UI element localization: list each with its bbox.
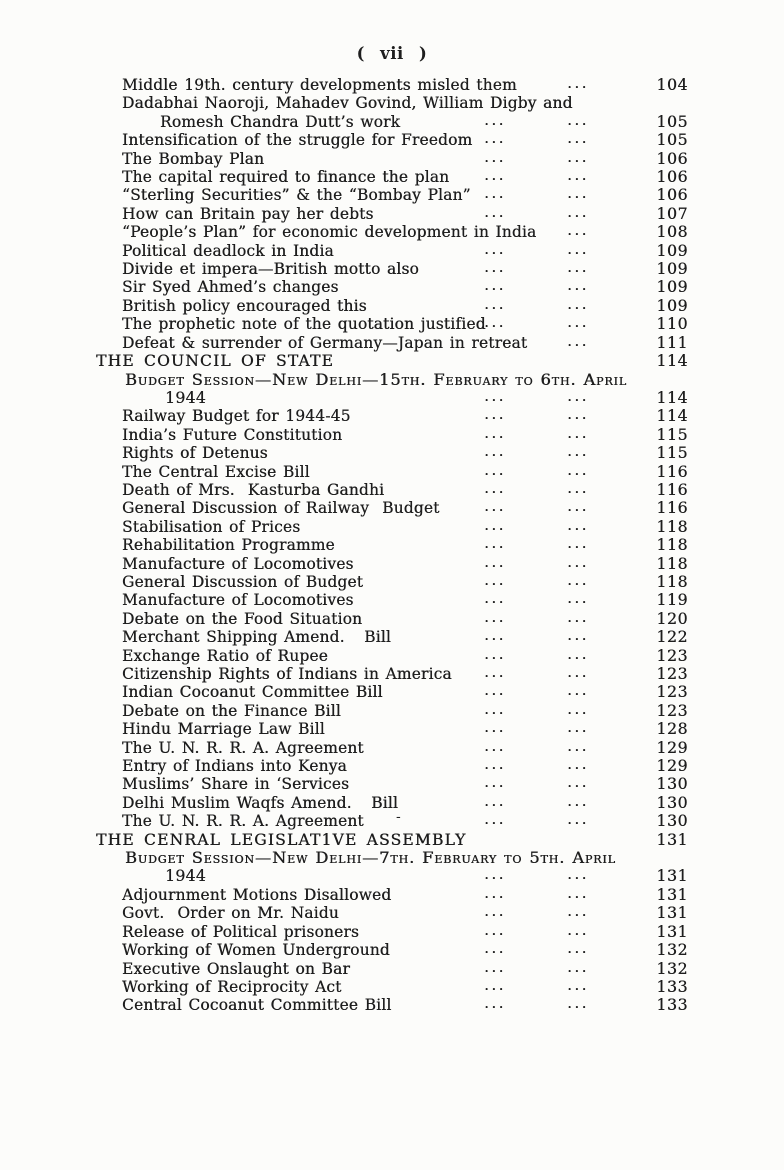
toc-entry-label: Executive Onslaught on Bar xyxy=(122,959,350,978)
leader-dots: ... xyxy=(567,294,589,313)
toc-row xyxy=(0,223,784,241)
toc-row xyxy=(0,239,784,260)
toc-entry-label: Working of Women Underground xyxy=(122,941,390,960)
toc-entry-label: The U. N. R. R. A. Agreement xyxy=(122,812,364,831)
toc-entry-label: India’s Future Constitution xyxy=(122,425,343,444)
leader-dots: ... xyxy=(567,975,589,994)
leader-dots: ... xyxy=(567,129,589,148)
leader-dots: ... xyxy=(567,736,589,755)
page-number: 106 xyxy=(656,148,688,168)
toc-row xyxy=(0,809,784,831)
page-number: 118 xyxy=(656,516,688,536)
leader-dots: ... xyxy=(567,110,589,129)
toc-entry-label: Romesh Chandra Dutt’s work xyxy=(160,112,401,131)
leader-dots: ... xyxy=(484,975,506,994)
page-number: 123 xyxy=(656,682,688,702)
toc-entry-label: Middle 19th. century developments misled them xyxy=(122,76,517,94)
page-folio: ( vii ) xyxy=(356,44,428,63)
toc-entry-label: Delhi Muslim Waqfs Amend. Bill xyxy=(122,793,399,812)
leader-dots: ... xyxy=(567,920,589,939)
toc-row xyxy=(0,628,784,646)
leader-dots: ... xyxy=(567,589,589,608)
toc-row xyxy=(0,791,784,812)
leader-dots: ... xyxy=(567,552,589,571)
toc-row xyxy=(0,386,784,407)
leader-dots: ... xyxy=(567,221,589,240)
leader-dots: ... xyxy=(567,755,589,774)
toc-row xyxy=(0,76,784,94)
page-number: 105 xyxy=(656,111,688,131)
leader-dots: ... xyxy=(567,515,589,534)
toc-row xyxy=(0,607,784,628)
leader-dots: ... xyxy=(567,497,589,516)
page-number: 106 xyxy=(656,167,688,187)
page-number: 131 xyxy=(656,829,688,849)
leader-dots: ... xyxy=(484,423,506,442)
toc-entry-label: The Bombay Plan xyxy=(122,149,265,168)
toc-entry-label: Stabilisation of Prices xyxy=(122,517,301,536)
toc-row xyxy=(0,536,784,554)
leader-dots: ... xyxy=(484,184,506,203)
leader-dots: ... xyxy=(567,939,589,958)
page-number: 119 xyxy=(656,590,688,610)
page-number: 129 xyxy=(656,737,688,757)
page-number: 111 xyxy=(656,332,688,352)
leader-dots: ... xyxy=(484,534,506,553)
toc-entry-label: Dadabhai Naoroji, Mahadev Govind, William Digby and xyxy=(122,94,573,113)
toc-row xyxy=(0,515,784,536)
toc-entry-label: How can Britain pay her debts xyxy=(122,204,374,223)
leader-dots: ... xyxy=(484,497,506,516)
page-number: 116 xyxy=(656,461,688,481)
page-number: 132 xyxy=(656,958,688,978)
toc-entry-label: Release of Political prisoners xyxy=(122,922,359,941)
leader-dots: ... xyxy=(484,442,506,461)
leader-dots: ... xyxy=(567,644,589,663)
toc-entry-label: Govt. Order on Mr. Naidu xyxy=(122,904,339,923)
leader-dots: ... xyxy=(484,147,506,166)
toc-entry-label: Intensification of the struggle for Freedom xyxy=(122,131,473,150)
toc-entry-label: Merchant Shipping Amend. Bill xyxy=(122,628,392,647)
toc-row xyxy=(0,499,784,517)
toc-row xyxy=(0,168,784,186)
toc-row xyxy=(0,478,784,499)
toc-entry-label: Manufacture of Locomotives xyxy=(122,591,354,610)
toc-list xyxy=(0,76,784,1015)
toc-row xyxy=(0,975,784,996)
leader-dots: ... xyxy=(484,129,506,148)
toc-entry-label: Indian Cocoanut Committee Bill xyxy=(122,683,383,702)
page-number: 122 xyxy=(656,627,688,647)
page-number: 131 xyxy=(656,921,688,941)
leader-dots: ... xyxy=(484,865,506,884)
toc-row xyxy=(0,699,784,720)
leader-dots: ... xyxy=(484,939,506,958)
leader-dots: ... xyxy=(484,294,506,313)
toc-entry-label: THE CENRAL LEGISLAT1VE ASSEMBLY xyxy=(96,830,467,849)
leader-dots: ... xyxy=(567,331,589,350)
toc-entry-label: The prophetic note of the quotation justified xyxy=(122,315,486,334)
page-number: 123 xyxy=(656,645,688,665)
toc-row xyxy=(0,591,784,609)
page-number: 133 xyxy=(656,995,688,1015)
toc-entry-label: British policy encouraged this xyxy=(122,296,367,315)
toc-entry-label: “Sterling Securities” & the “Bombay Plan” xyxy=(122,186,471,205)
toc-entry-label: Hindu Marriage Law Bill xyxy=(122,720,325,739)
page-number: 109 xyxy=(656,277,688,297)
page-number: 131 xyxy=(656,903,688,923)
toc-row xyxy=(0,186,784,204)
toc-entry-label: The capital required to finance the plan xyxy=(122,168,450,187)
toc-entry-label: THE COUNCIL OF STATE xyxy=(96,352,334,371)
page-number: 128 xyxy=(656,719,688,739)
toc-row xyxy=(0,867,784,885)
page-number: 131 xyxy=(656,884,688,904)
leader-dots: ... xyxy=(484,755,506,774)
toc-row xyxy=(0,665,784,683)
page-number: 120 xyxy=(656,608,688,628)
toc-entry-label: Working of Reciprocity Act xyxy=(122,977,342,996)
leader-dots: ... xyxy=(484,405,506,424)
leader-dots: ... xyxy=(567,258,589,277)
page-number: 129 xyxy=(656,756,688,776)
leader-dots: ... xyxy=(567,239,589,258)
toc-entry-label: Budget Session—New Delhi—15th. February to 6th. April xyxy=(125,369,627,389)
leader-dots: ... xyxy=(567,184,589,203)
page-number: 130 xyxy=(656,792,688,812)
toc-row xyxy=(0,294,784,315)
leader-dots: ... xyxy=(567,570,589,589)
leader-dots: ... xyxy=(484,681,506,700)
leader-dots: ... xyxy=(567,791,589,810)
leader-dots: ... xyxy=(567,423,589,442)
toc-row xyxy=(0,131,784,149)
leader-dots: ... xyxy=(484,110,506,129)
leader-dots: ... xyxy=(567,202,589,221)
page-number: 109 xyxy=(656,295,688,315)
toc-row xyxy=(0,331,784,352)
leader-dots: ... xyxy=(567,957,589,976)
toc-entry-label: Budget Session—New Delhi—7th. February to 5th. April xyxy=(125,848,616,868)
leader-dots: ... xyxy=(567,810,589,829)
leader-dots: ... xyxy=(484,644,506,663)
page-number: 115 xyxy=(656,424,688,444)
toc-entry-label: Debate on the Finance Bill xyxy=(122,701,341,720)
leader-dots: ... xyxy=(484,699,506,718)
page-number: 116 xyxy=(656,479,688,499)
toc-entry-label: Divide et impera—British motto also xyxy=(122,260,419,279)
toc-row xyxy=(0,278,784,296)
page-number: 114 xyxy=(656,387,688,407)
toc-entry-label: Muslims’ Share in ‘Services xyxy=(122,775,350,794)
leader-dots: ... xyxy=(567,773,589,792)
leader-dots: ... xyxy=(484,902,506,921)
toc-row xyxy=(0,460,784,481)
toc-entry-label: Entry of Indians into Kenya xyxy=(122,757,347,776)
toc-entry-label: Defeat & surrender of Germany—Japan in retreat xyxy=(122,333,528,352)
page-number: 109 xyxy=(656,240,688,260)
leader-dots: ... xyxy=(484,883,506,902)
leader-dots: ... xyxy=(567,442,589,461)
page-number: 118 xyxy=(656,553,688,573)
toc-entry-label: Citizenship Rights of Indians in America xyxy=(122,665,452,683)
leader-dots: ... xyxy=(567,699,589,718)
toc-row xyxy=(0,644,784,665)
leader-dots: ... xyxy=(567,166,589,185)
page-number: 133 xyxy=(656,976,688,996)
page-number: 123 xyxy=(656,664,688,683)
leader-dots: ... xyxy=(484,276,506,295)
toc-row xyxy=(0,775,784,793)
leader-dots: ... xyxy=(567,663,589,681)
toc-row xyxy=(0,736,784,757)
toc-row xyxy=(0,552,784,573)
page-number: 106 xyxy=(656,185,688,205)
leader-dots: ... xyxy=(484,718,506,737)
toc-row xyxy=(0,941,784,959)
leader-dots: ... xyxy=(484,810,506,829)
leader-dots: ... xyxy=(484,166,506,185)
page-number: 131 xyxy=(656,866,688,886)
leader-dots: ... xyxy=(567,147,589,166)
toc-entry-label: Debate on the Food Situation xyxy=(122,609,363,628)
page-number: 123 xyxy=(656,700,688,720)
toc-row xyxy=(0,371,784,389)
leader-dots: ... xyxy=(484,589,506,608)
page-number: 118 xyxy=(656,571,688,591)
page-number: 130 xyxy=(656,774,688,794)
toc-entry-label: Manufacture of Locomotives xyxy=(122,554,354,573)
leader-dots: ... xyxy=(484,313,506,332)
leader-dots: ... xyxy=(567,681,589,700)
leader-dots: ... xyxy=(567,534,589,553)
toc-row xyxy=(0,315,784,333)
page-number: 108 xyxy=(656,222,688,242)
toc-entry-label: 1944 xyxy=(165,866,207,886)
leader-dots: ... xyxy=(567,74,589,92)
toc-row xyxy=(0,94,784,112)
toc-entry-label: Exchange Ratio of Rupee xyxy=(122,646,328,665)
toc-entry-label: Rights of Detenus xyxy=(122,444,268,463)
leader-dots: ... xyxy=(567,478,589,497)
leader-dots: ... xyxy=(484,663,506,681)
toc-entry-label: General Discussion of Railway Budget xyxy=(122,499,440,518)
leader-dots: ... xyxy=(567,865,589,884)
toc-row xyxy=(0,683,784,701)
leader-dots: ... xyxy=(484,386,506,405)
toc-entry-label: 1944 xyxy=(165,387,207,407)
toc-entry-label: Adjournment Motions Disallowed xyxy=(122,885,392,904)
leader-dots: ... xyxy=(567,718,589,737)
toc-row xyxy=(0,352,784,370)
page-number: 109 xyxy=(656,259,688,279)
toc-entry-label: Rehabilitation Programme xyxy=(122,536,335,555)
stray-print-mark: - xyxy=(396,809,401,826)
leader-dots: ... xyxy=(484,552,506,571)
toc-row xyxy=(0,202,784,223)
toc-entry-label: Death of Mrs. Kasturba Gandhi xyxy=(122,480,385,499)
toc-row xyxy=(0,110,784,131)
leader-dots: ... xyxy=(567,460,589,479)
toc-row xyxy=(0,849,784,867)
toc-row xyxy=(0,757,784,775)
page-number: 110 xyxy=(656,314,688,334)
leader-dots: ... xyxy=(484,791,506,810)
toc-row xyxy=(0,720,784,738)
leader-dots: ... xyxy=(484,515,506,534)
leader-dots: ... xyxy=(484,239,506,258)
page-number: 115 xyxy=(656,443,688,463)
leader-dots: ... xyxy=(484,460,506,479)
toc-entry-label: Railway Budget for 1944-45 xyxy=(122,407,351,426)
page-number: 107 xyxy=(656,203,688,223)
toc-entry-label: General Discussion of Budget xyxy=(122,572,364,591)
toc-entry-label: Central Cocoanut Committee Bill xyxy=(122,996,392,1015)
leader-dots: ... xyxy=(567,902,589,921)
leader-dots: ... xyxy=(567,994,589,1013)
page-number: 104 xyxy=(656,75,688,94)
leader-dots: ... xyxy=(484,607,506,626)
page-number: 118 xyxy=(656,535,688,555)
toc-entry-label: Political deadlock in India xyxy=(122,241,334,260)
toc-row xyxy=(0,957,784,978)
page-number: 130 xyxy=(656,811,688,831)
toc-entry-label: The U. N. R. R. A. Agreement xyxy=(122,738,364,757)
leader-dots: ... xyxy=(484,920,506,939)
toc-row xyxy=(0,570,784,591)
leader-dots: ... xyxy=(484,478,506,497)
leader-dots: ... xyxy=(567,405,589,424)
toc-row xyxy=(0,407,784,425)
page-number: 105 xyxy=(656,130,688,150)
leader-dots: ... xyxy=(567,386,589,405)
leader-dots: ... xyxy=(484,994,506,1013)
leader-dots: ... xyxy=(567,607,589,626)
toc-entry-label: Sir Syed Ahmed’s changes xyxy=(122,278,339,297)
toc-row xyxy=(0,883,784,904)
leader-dots: ... xyxy=(484,736,506,755)
leader-dots: ... xyxy=(567,883,589,902)
leader-dots: ... xyxy=(567,276,589,295)
toc-row xyxy=(0,444,784,462)
toc-row xyxy=(0,260,784,278)
leader-dots: ... xyxy=(484,258,506,277)
page-number: 116 xyxy=(656,498,688,518)
leader-dots: ... xyxy=(484,773,506,792)
leader-dots: ... xyxy=(567,626,589,645)
toc-row xyxy=(0,831,784,849)
leader-dots: ... xyxy=(484,957,506,976)
toc-row xyxy=(0,920,784,941)
toc-row xyxy=(0,423,784,444)
leader-dots: ... xyxy=(484,570,506,589)
toc-entry-label: The Central Excise Bill xyxy=(122,462,310,481)
toc-entry-label: “People’s Plan” for economic development in India xyxy=(122,223,537,242)
leader-dots: ... xyxy=(484,202,506,221)
toc-row xyxy=(0,904,784,922)
page-number: 114 xyxy=(656,406,688,426)
leader-dots: ... xyxy=(484,626,506,645)
leader-dots: ... xyxy=(567,313,589,332)
page-number: 114 xyxy=(656,351,688,371)
toc-row xyxy=(0,147,784,168)
page-number: 132 xyxy=(656,940,688,960)
toc-row xyxy=(0,996,784,1014)
